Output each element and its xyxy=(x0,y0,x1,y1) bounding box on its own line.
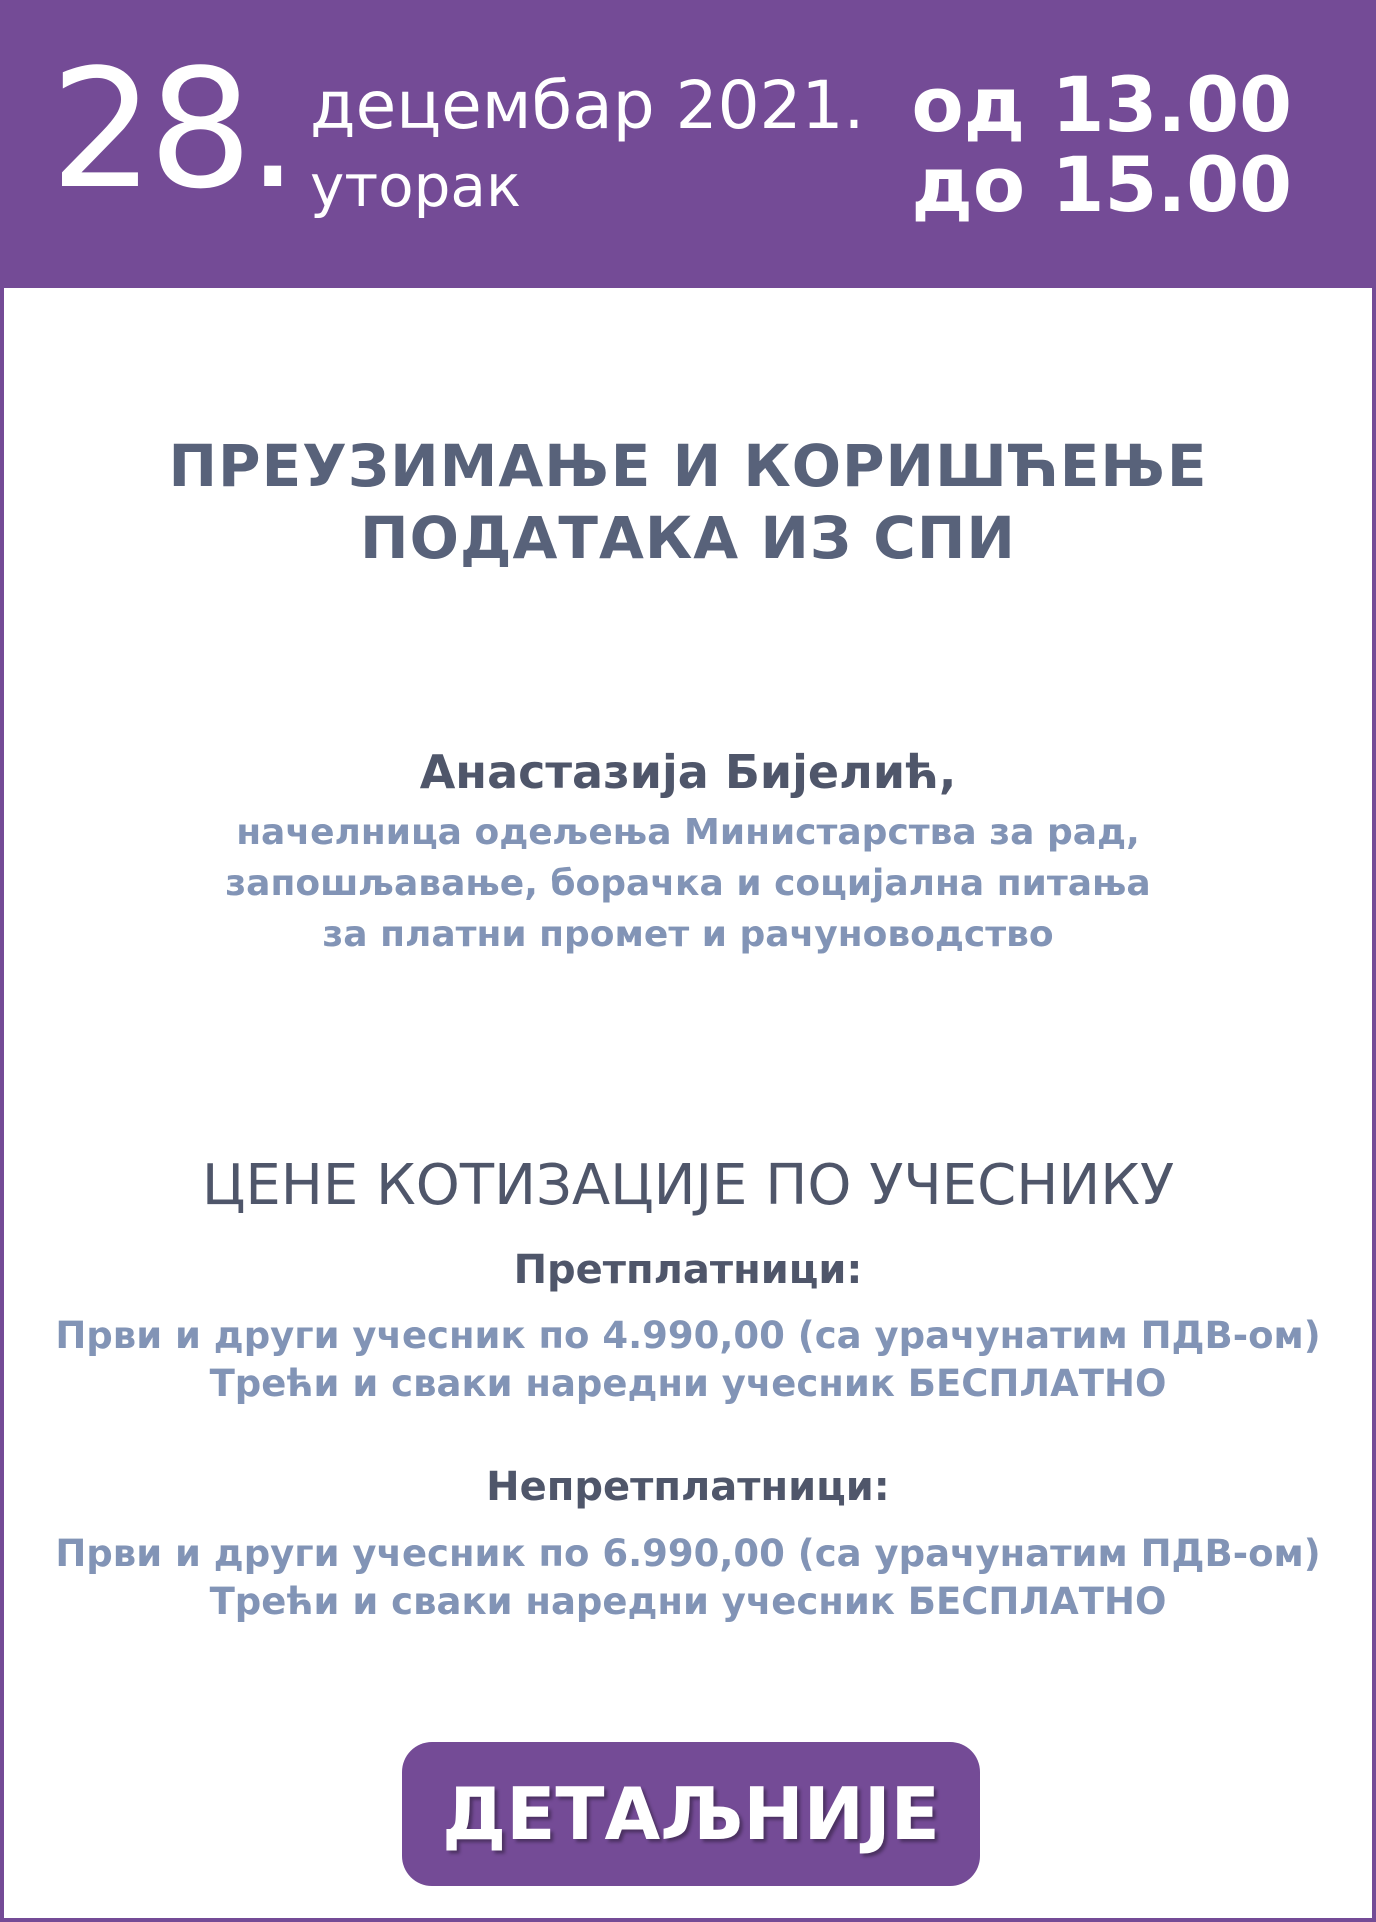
event-time-from: од 13.00 xyxy=(911,60,1292,149)
event-time-to: до 15.00 xyxy=(911,140,1292,229)
speaker-role-line: запошљавање, борачка и социјална питања xyxy=(225,863,1151,904)
event-month-year: децембар 2021. xyxy=(310,67,865,144)
subscribers-label: Претплатници: xyxy=(513,1247,863,1293)
non-subscribers-label: Непретплатници: xyxy=(486,1464,890,1510)
subscribers-price-line: Први и други учесник по 4.990,00 (са урачунатим ПДВ-ом) xyxy=(55,1314,1321,1357)
subscribers-prices xyxy=(4,1312,1372,1408)
speaker-name: Анастазија Бијелић, xyxy=(419,745,957,799)
details-button[interactable]: ДЕТАЉНИЈЕ xyxy=(402,1742,980,1886)
date-header xyxy=(4,4,1372,288)
speaker-role-line: начелница одељења Министарства за рад, xyxy=(236,812,1140,853)
event-day: 28. xyxy=(50,34,293,225)
subscribers-price-line: Трећи и сваки наредни учесник БЕСПЛАТНО xyxy=(209,1362,1167,1405)
non-subscribers-prices xyxy=(4,1530,1372,1626)
event-weekday: уторак xyxy=(310,152,521,220)
event-title xyxy=(4,430,1372,574)
event-title-line-2: ПОДАТАКА ИЗ СПИ xyxy=(360,504,1016,572)
non-subscribers-price-line: Први и други учесник по 6.990,00 (са урачунатим ПДВ-ом) xyxy=(55,1532,1321,1575)
non-subscribers-price-line: Трећи и сваки наредни учесник БЕСПЛАТНО xyxy=(209,1580,1167,1623)
prices-heading: ЦЕНЕ КОТИЗАЦИЈЕ ПО УЧЕСНИКУ xyxy=(201,1153,1175,1218)
speaker-role xyxy=(4,807,1372,960)
speaker-role-line: за платни промет и рачуноводство xyxy=(322,914,1054,955)
event-title-line-1: ПРЕУЗИМАЊЕ И КОРИШЋЕЊЕ xyxy=(168,432,1208,500)
